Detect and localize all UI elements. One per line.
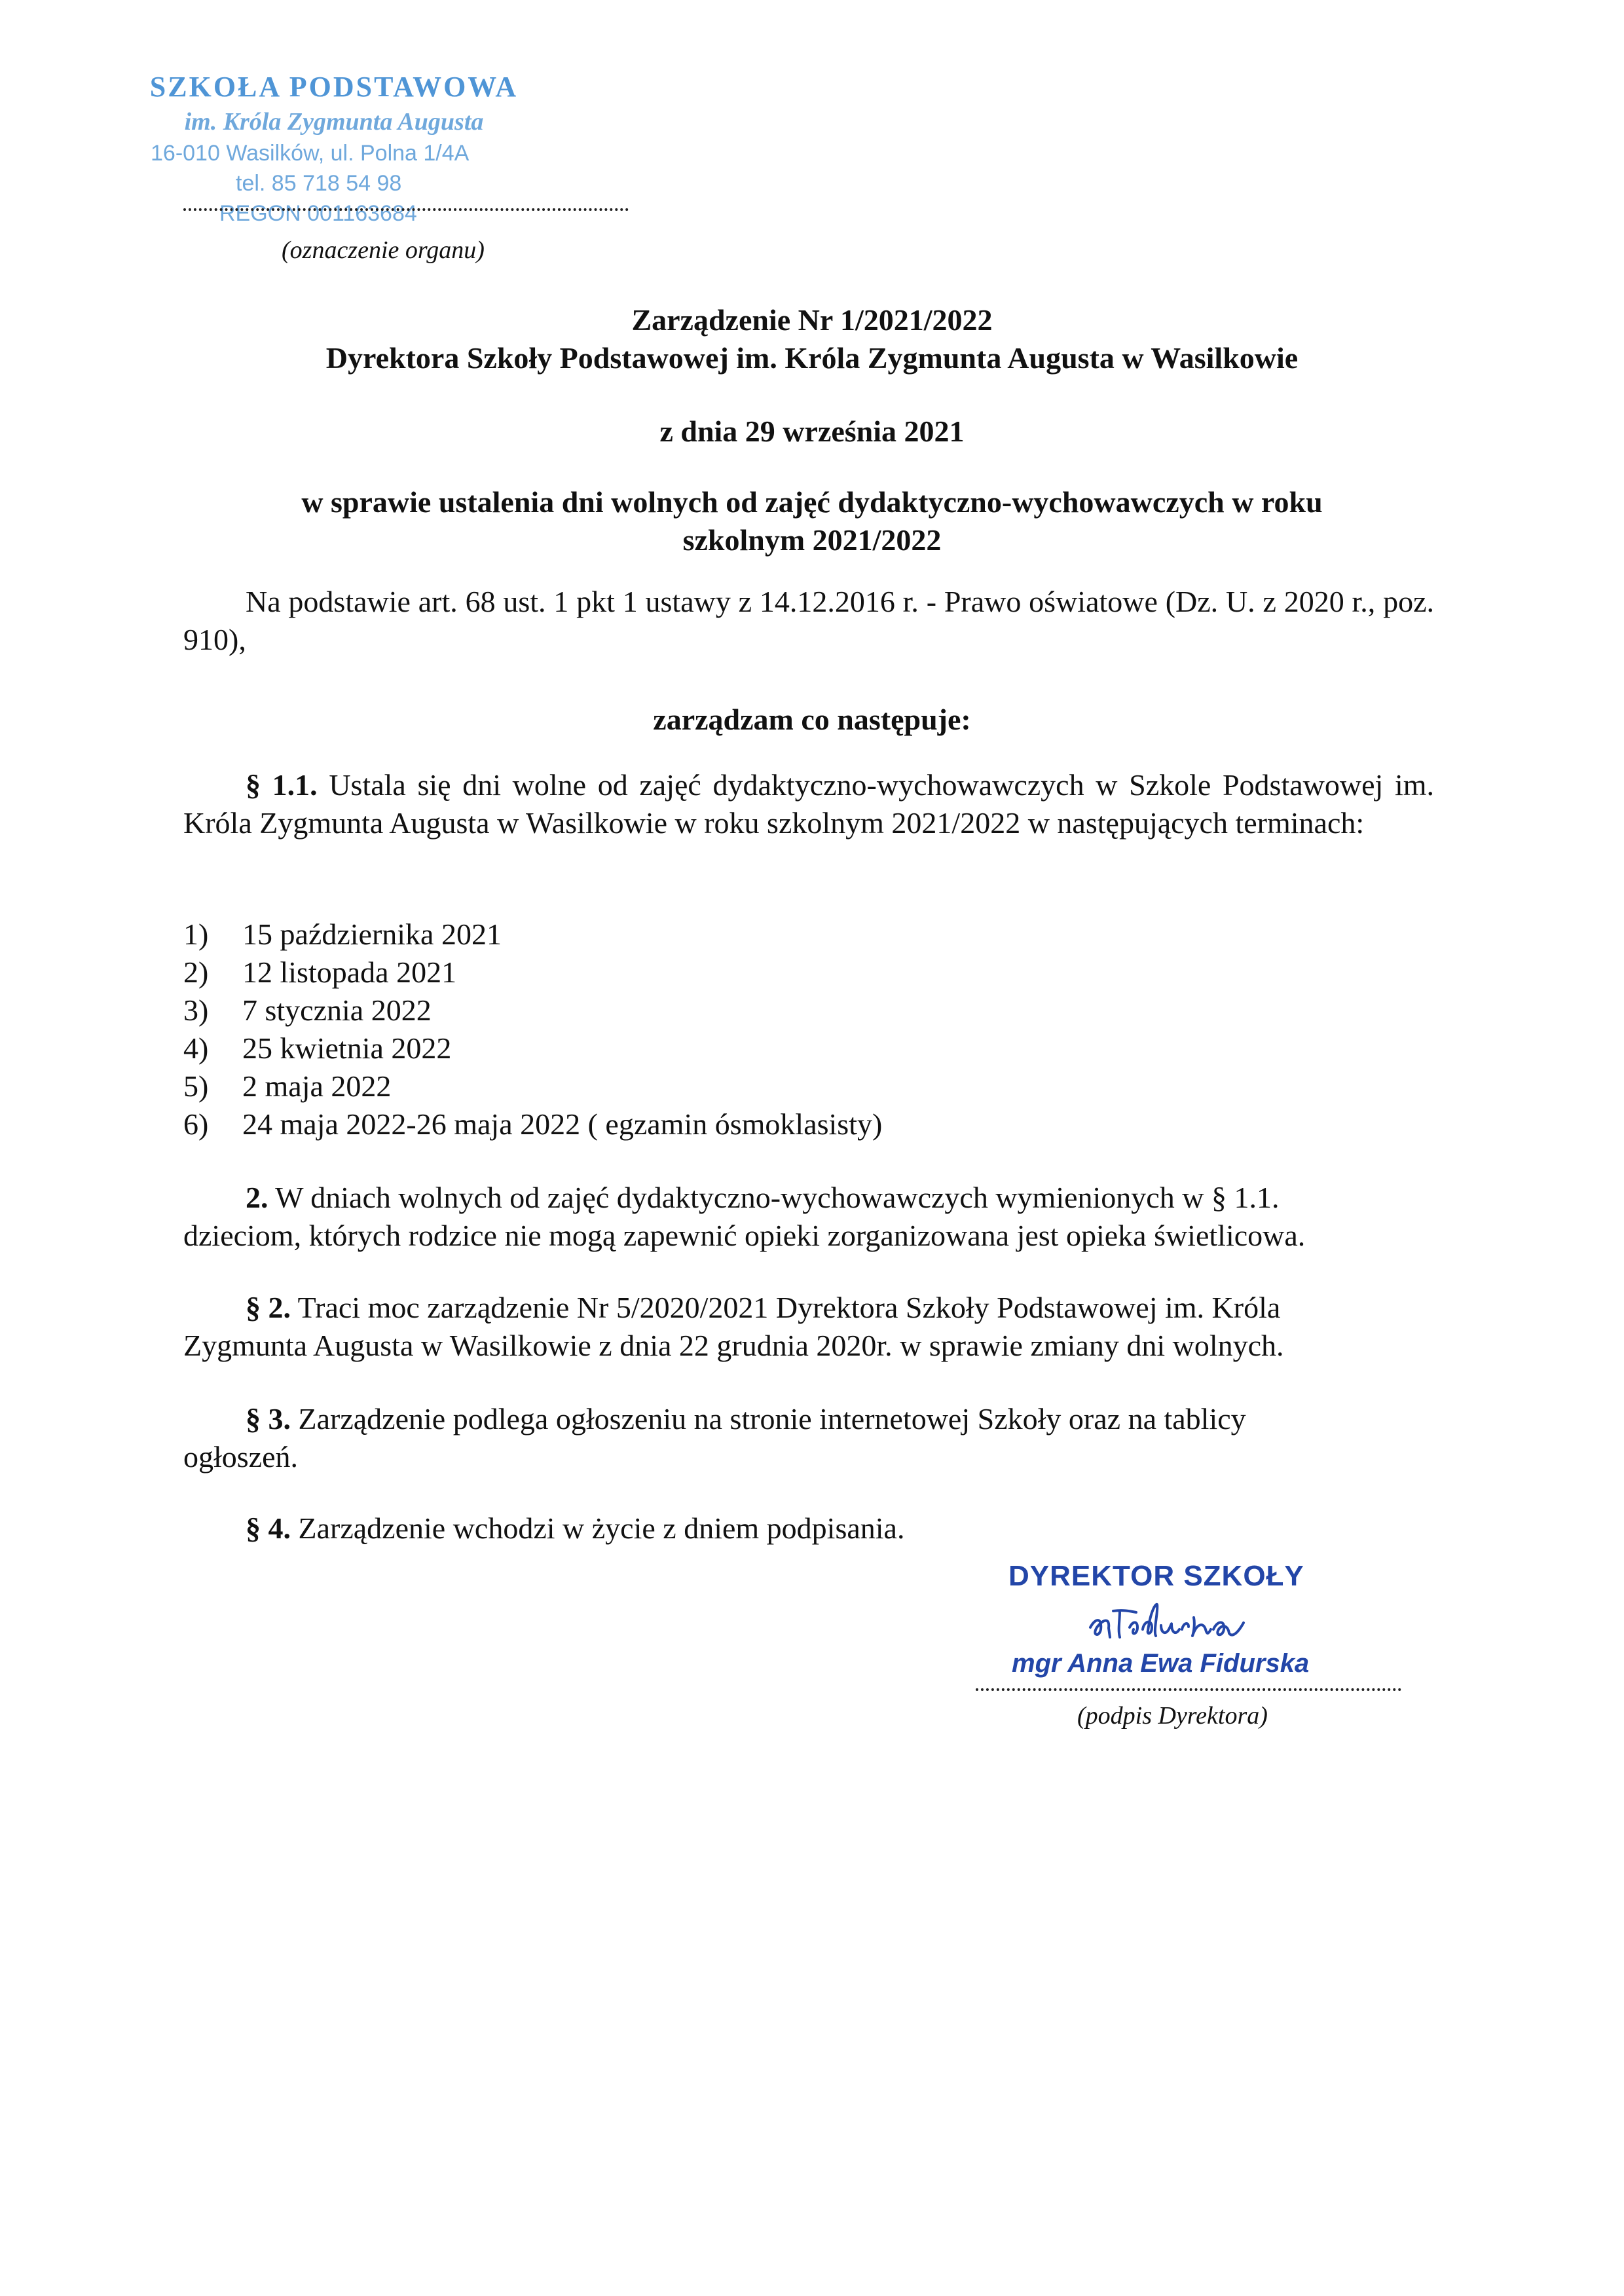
- section-2-line-1: Traci moc zarządzenie Nr 5/2020/2021 Dyrektora Szkoły Podstawowej im. Króla: [297, 1291, 1281, 1324]
- section-3-line-1: Zarządzenie podlega ogłoszeniu na stronie internetowej Szkoły oraz na tablicy: [298, 1402, 1246, 1435]
- subject-line-2: szkolnym 2021/2022: [682, 523, 942, 557]
- school-stamp: [144, 69, 524, 229]
- document-subject: [0, 483, 1624, 559]
- list-item-text: 2 maja 2022: [242, 1069, 392, 1103]
- section-4-label: § 4.: [246, 1511, 291, 1545]
- list-item-number: 5): [183, 1069, 209, 1103]
- list-item-text: 12 listopada 2021: [242, 955, 457, 989]
- organ-caption: (oznaczenie organu): [282, 236, 485, 264]
- section-2-line-2: Zygmunta Augusta w Wasilkowie z dnia 22 grudnia 2020r. w sprawie zmiany dni wolnych.: [183, 1329, 1284, 1362]
- list-item-number: 3): [183, 993, 209, 1027]
- document-title: Zarządzenie Nr 1/2021/2022: [631, 303, 993, 337]
- section-3-label: § 3.: [246, 1402, 291, 1435]
- list-item: [183, 1105, 882, 1143]
- orders-heading: zarządzam co następuje:: [653, 703, 971, 736]
- section-1-2-label: 2.: [246, 1181, 268, 1214]
- section-2-label: § 2.: [246, 1291, 291, 1324]
- handwritten-signature: [1084, 1591, 1254, 1650]
- list-item-text: 25 kwietnia 2022: [242, 1031, 452, 1065]
- stamp-address: 16-010 Wasilków, ul. Polna 1/4A: [151, 141, 470, 166]
- section-1-1-text: Ustala się dni wolne od zajęć dydaktyczno-wychowawczych w Szkole Podstawowej im. Króla Zygmunta Augusta w Wasilkowie w roku szkolnym 2021/2022 w następujących terminach:: [183, 768, 1434, 840]
- list-item-number: 2): [183, 955, 209, 989]
- list-item: [183, 991, 882, 1029]
- section-1-2: [183, 1179, 1493, 1255]
- section-1-1-label: § 1.1.: [246, 768, 318, 802]
- list-item-text: 7 stycznia 2022: [242, 993, 432, 1027]
- section-3: [183, 1400, 1493, 1476]
- list-item-number: 4): [183, 1031, 209, 1065]
- list-item-text: 24 maja 2022-26 maja 2022 ( egzamin ósmoklasisty): [242, 1107, 883, 1141]
- section-1-2-line-2: dzieciom, których rodzice nie mogą zapewnić opieki zorganizowana jest opieka świetlicowa.: [183, 1219, 1306, 1252]
- days-off-list: [183, 916, 882, 1143]
- section-4: [183, 1509, 1493, 1547]
- document-issuer: Dyrektora Szkoły Podstawowej im. Króla Zygmunta Augusta w Wasilkowie: [325, 341, 1299, 375]
- subject-line-1: w sprawie ustalenia dni wolnych od zajęć dydaktyczno-wychowawczych w roku: [301, 485, 1323, 519]
- director-stamp-title: DYREKTOR SZKOŁY: [1008, 1560, 1304, 1592]
- list-item-number: 6): [183, 1107, 209, 1141]
- list-item: [183, 1029, 882, 1067]
- stamp-school-name: SZKOŁA PODSTAWOWA: [149, 71, 519, 103]
- section-1-2-line-1: W dniach wolnych od zajęć dydaktyczno-wychowawczych wymienionych w § 1.1.: [275, 1181, 1280, 1214]
- document-date: z dnia 29 września 2021: [659, 415, 965, 448]
- list-item: [183, 954, 882, 991]
- section-3-line-2: ogłoszeń.: [183, 1440, 299, 1473]
- section-4-text: Zarządzenie wchodzi w życie z dniem podpisania.: [298, 1511, 905, 1545]
- organ-dotted-line: [183, 208, 629, 211]
- section-1-1: [183, 766, 1434, 842]
- section-2: [183, 1289, 1493, 1365]
- list-item: [183, 1067, 882, 1105]
- list-item: [183, 916, 882, 954]
- list-item-text: 15 października 2021: [242, 917, 502, 951]
- stamp-regon: REGON 001163684: [219, 201, 417, 226]
- list-item-number: 1): [183, 917, 209, 951]
- director-name: mgr Anna Ewa Fidurska: [1012, 1649, 1310, 1678]
- legal-basis: Na podstawie art. 68 ust. 1 pkt 1 ustawy z 14.12.2016 r. - Prawo oświatowe (Dz. U. z 2020 r., poz. 910),: [183, 585, 1434, 656]
- signature-caption: (podpis Dyrektora): [1077, 1702, 1268, 1730]
- stamp-patron: im. Króla Zygmunta Augusta: [184, 108, 484, 136]
- stamp-phone: tel. 85 718 54 98: [236, 171, 402, 196]
- signature-dotted-line: [976, 1688, 1401, 1691]
